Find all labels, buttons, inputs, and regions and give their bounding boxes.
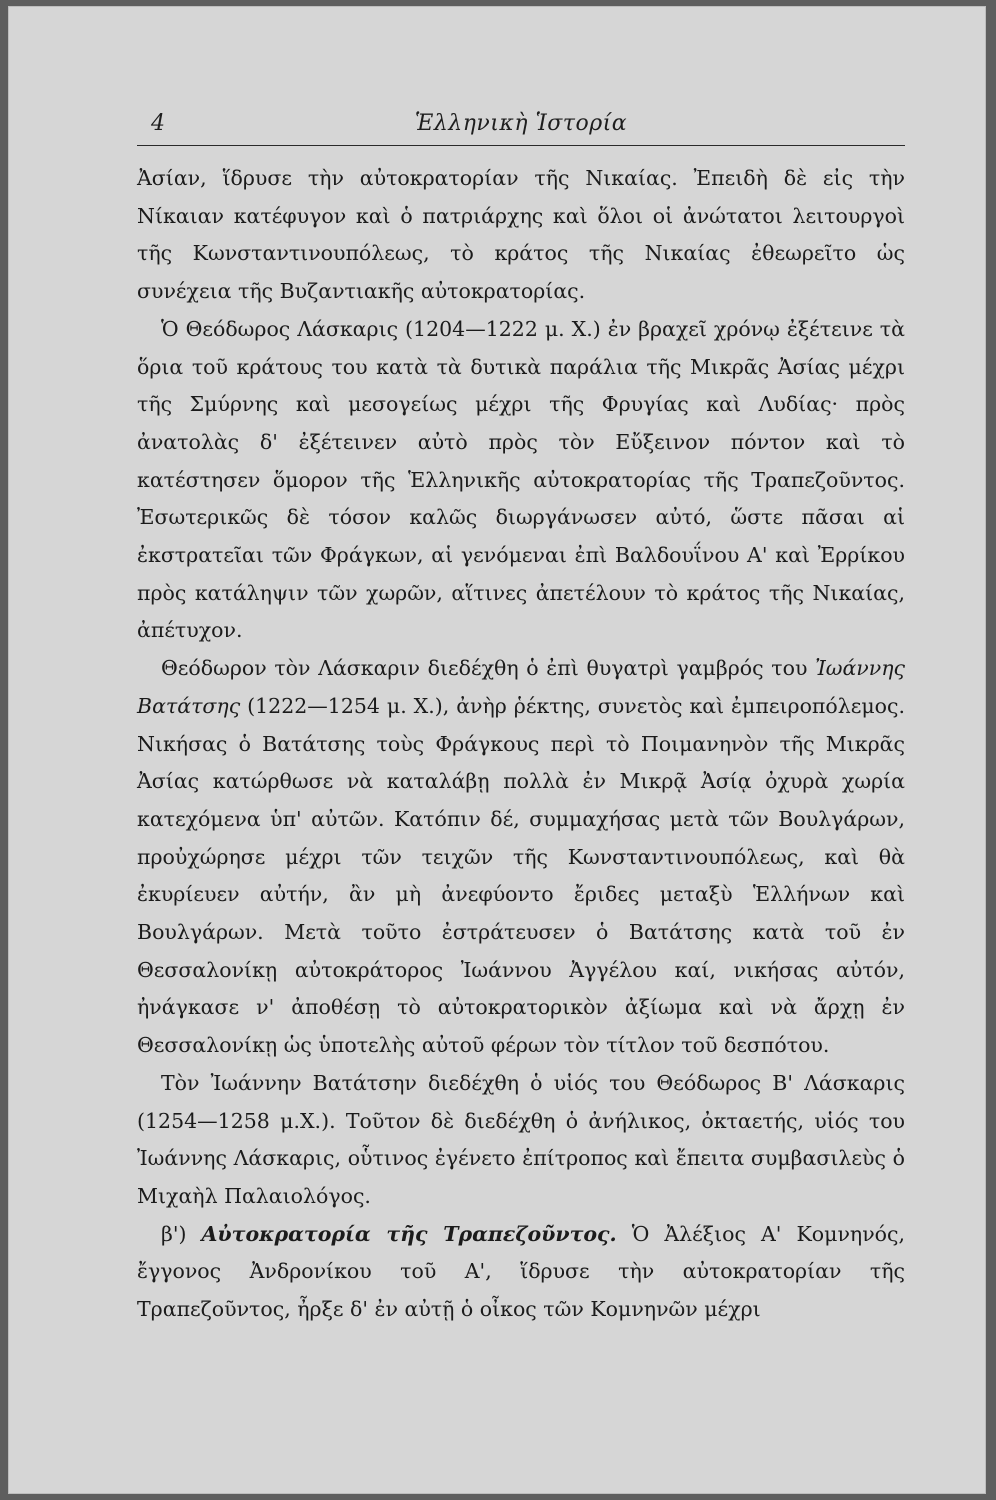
paragraph-5-rest: Ὁ Ἀλέξιος Α' Κομνηνός, ἔγγονος Ἀνδρονίκου τοῦ Α', ἵδρυσε τὴν αὐτοκρατορίαν τῆς Τραπεζοῦντος, ἦρξε δ' ἐν αὐτῇ ὁ οἶκος τῶν Κομνηνῶν μέχρι <box>137 1221 905 1322</box>
paragraph-3-lead: Θεόδωρον τὸν Λάσκαριν διεδέχθη ὁ ἐπὶ θυγατρὶ γαμβρός του <box>161 656 816 681</box>
paragraph-2: Ὁ Θεόδωρος Λάσκαρις (1204—1222 μ. Χ.) ἐν βραχεῖ χρόνῳ ἐξέτεινε τὰ ὅρια τοῦ κράτους του κατὰ τὰ δυτικὰ παράλια τῆς Μικρᾶς Ἀσίας μέχρι τῆς Σμύρνης καὶ μεσογείως μέχρι τῆς Φρυγίας καὶ Λυδίας· πρὸς ἀνατολὰς δ' ἐξέτεινεν αὐτὸ πρὸς τὸν Εὔξεινον πόντον καὶ τὸ κατέστησεν ὅμορον τῆς Ἑλληνικῆς αὐτοκρατορίας τῆς Τραπεζοῦντος. Ἐσωτερικῶς δὲ τόσον καλῶς διωργάνωσεν αὐτό, ὥστε πᾶσαι αἱ ἐκστρατεῖαι τῶν Φράγκων, αἱ γενόμεναι ἐπὶ Βαλδουΐνου Α' καὶ Ἐρρίκου πρὸς κατάληψιν τῶν χωρῶν, αἵτινες ἀπετέλουν τὸ κράτος τῆς Νικαίας, ἀπέτυχον. <box>137 316 905 643</box>
page-content <box>137 105 905 1329</box>
section-heading-trebizond: Αὐτοκρατορία τῆς Τραπεζοῦντος. <box>201 1221 617 1246</box>
section-marker: β') <box>161 1221 202 1246</box>
body-text <box>137 160 905 1329</box>
paragraph-4: Τὸν Ἰωάννην Βατάτσην διεδέχθη ὁ υἱός του Θεόδωρος Β' Λάσκαρις (1254—1258 μ.Χ.). Τοῦτον δὲ διεδέχθη ὁ ἀνήλικος, ὀκταετής, υἱός του Ἰωάννης Λάσκαρις, οὗτινος ἐγένετο ἐπίτροπος καὶ ἔπειτα συμβασιλεὺς ὁ Μιχαὴλ Παλαιολόγος. <box>137 1070 905 1208</box>
paragraph-1: Ἀσίαν, ἵδρυσε τὴν αὐτοκρατορίαν τῆς Νικαίας. Ἐπειδὴ δὲ εἰς τὴν Νίκαιαν κατέφυγον καὶ ὁ πατριάρχης καὶ ὅλοι οἱ ἀνώτατοι λειτουργοὶ τῆς Κωνσταντινουπόλεως, τὸ κράτος τῆς Νικαίας ἐθεωρεῖτο ὡς συνέχεια τῆς Βυζαντιακῆς αὐτοκρατορίας. <box>137 166 905 304</box>
page-number: 4 <box>151 111 165 136</box>
paragraph-3 <box>137 650 905 1065</box>
running-head <box>137 105 905 146</box>
paragraph-5 <box>137 1216 905 1329</box>
running-title: Ἑλληνικὴ Ἱστορία <box>414 111 628 136</box>
emperor-name-emphasis: Ἰωάννης Βατάτσης <box>137 656 905 718</box>
book-page <box>8 6 986 1494</box>
paragraph-3-rest: (1222—1254 μ. Χ.), ἀνὴρ ῥέκτης, συνετὸς καὶ ἐμπειροπόλεμος. Νικήσας ὁ Βατάτσης τοὺς Φράγκους περὶ τὸ Ποιμανηνὸν τῆς Μικρᾶς Ἀσίας κατώρθωσε νὰ καταλάβῃ πολλὰ ἐν Μικρᾷ Ἀσίᾳ ὀχυρὰ χωρία κατεχόμενα ὑπ' αὐτῶν. Κατόπιν δέ, συμμαχήσας μετὰ τῶν Βουλγάρων, προὐχώρησε μέχρι τῶν τειχῶν τῆς Κωνσταντινουπόλεως, καὶ θὰ ἐκυρίευεν αὐτήν, ἂν μὴ ἀνεφύοντο ἔριδες μεταξὺ Ἑλλήνων καὶ Βουλγάρων. Μετὰ τοῦτο ἐστράτευσεν ὁ Βατάτσης κατὰ τοῦ ἐν Θεσσαλονίκῃ αὐτοκράτορος Ἰωάννου Ἀγγέλου καί, νικήσας αὐτόν, ἠνάγκασε ν' ἀποθέσῃ τὸ αὐτοκρατορικὸν ἀξίωμα καὶ νὰ ἄρχῃ ἐν Θεσσαλονίκῃ ὡς ὑποτελὴς αὐτοῦ φέρων τὸν τίτλον τοῦ δεσπότου. <box>137 693 905 1058</box>
